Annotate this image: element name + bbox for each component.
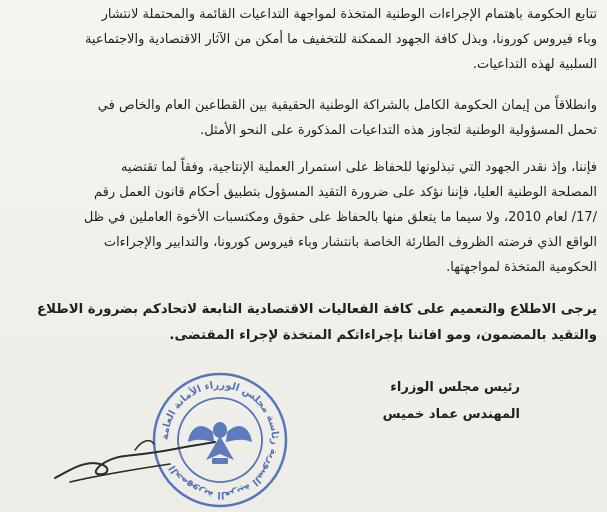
text-line: تتابع الحكومة باهتمام الإجراءات الوطنية المتخذة لمواجهة التداعيات القائمة والمحتملة لانتشار [101,7,597,22]
text-line: وانطلاقاً من إيمان الحكومة الكامل بالشراكة الوطنية الحقيقية بين القطاعين العام والخاص في [97,98,597,113]
text-line: الحكومية المتخذة لمواجهتها. [446,260,597,275]
text-line: السلبية لهذه التداعيات. [472,57,597,72]
text-line: والتقيد بالمضمون، ومو افاتنا بإجراءاتكم المتخذة لإجراء المقتضى. [169,328,597,343]
text-line: تحمل المسؤولية الوطنية لتجاوز هذه التداعيات المذكورة على النحو الأمثل. [200,123,597,138]
handwritten-signature [50,430,220,490]
text-line: فإننا، وإذ نقدر الجهود التي تبذلونها للحفاظ على استمرار العملية الإنتاجية، وفقاً لما تقتضيه [120,160,597,175]
text-line: وباء فيروس كورونا، وبذل كافة الجهود الممكنة للتخفيف ما أمكن من الآثار الاقتصادية والاجتماعية [84,32,597,47]
text-line: الواقع الذي فرضته الظروف الطارئة الخاصة بانتشار وباء فيروس كورونا، والتدابير والإجراءات [103,235,597,250]
paragraph-labor-law [7,155,597,280]
stamp-text: الجمهورية العربية السورية رئاسة مجلس الوزراء الأمانة العامة [159,379,281,501]
paragraph-intro [7,2,597,77]
text-line: المصلحة الوطنية العليا، فإننا نؤكد على ضرورة التقيد المسؤول بتطبيق أحكام قانون العمل رقم [93,185,597,200]
signatory-title: رئيس مجلس الوزراء [390,380,520,395]
signatory-name: المهندس عماد خميس [382,407,520,422]
paragraph-instruction [7,297,597,349]
paragraph-partnership [7,93,597,143]
text-line: يرجى الاطلاع والتعميم على كافة الفعاليات الاقتصادية التابعة لاتحادكم بضرورة الاطلاع [37,302,597,317]
text-line: /17/ لعام 2010، ولا سيما ما يتعلق منها بالحفاظ على حقوق ومكتسبات الأخوة العاملين في ظل [83,210,597,225]
